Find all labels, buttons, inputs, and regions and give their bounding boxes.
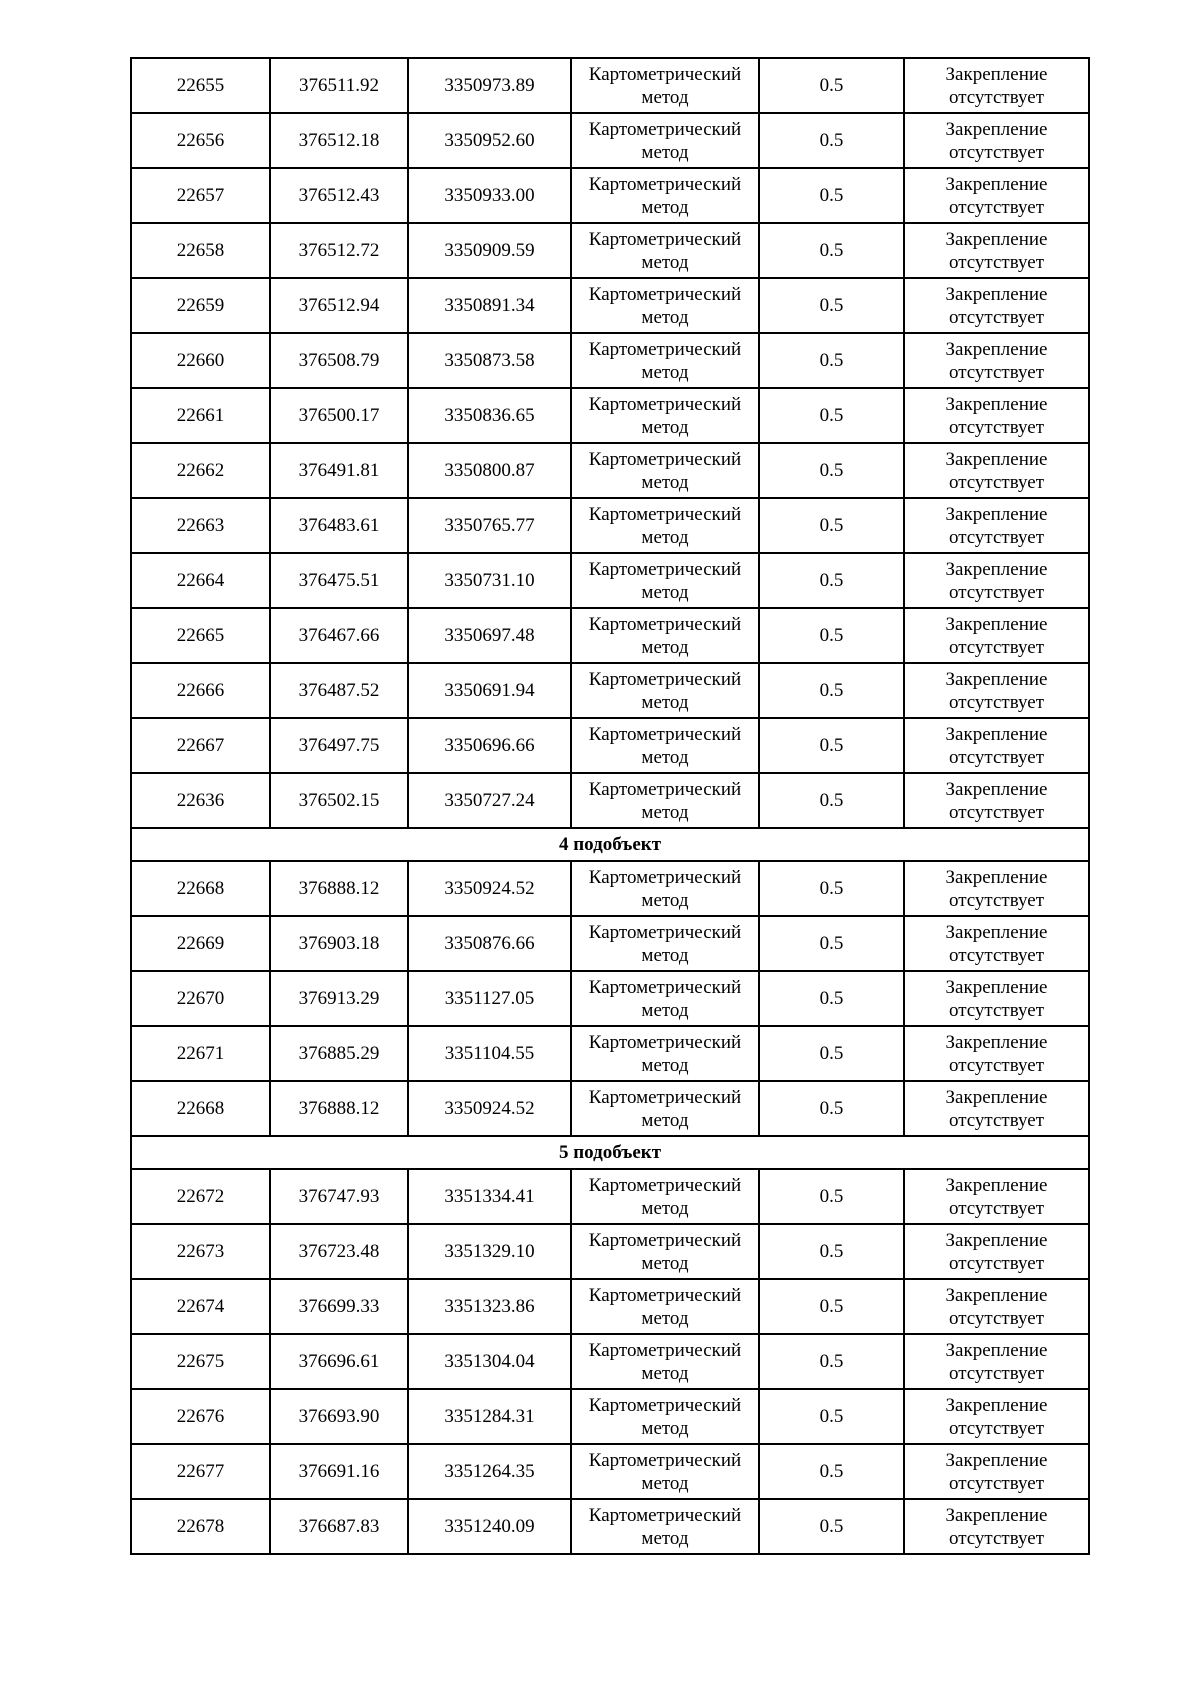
fixing-cell (904, 388, 1089, 443)
point-number-cell: 22665 (131, 608, 270, 663)
fixing-text-line: отсутствует (948, 1527, 1045, 1549)
accuracy-cell: 0.5 (759, 553, 904, 608)
table-row (131, 58, 1089, 113)
accuracy-cell: 0.5 (759, 388, 904, 443)
fixing-text-line: отсутствует (948, 196, 1045, 218)
table-row (131, 1279, 1089, 1334)
coordinates-page (130, 57, 1088, 1555)
accuracy-cell: 0.5 (759, 443, 904, 498)
point-number-cell: 22668 (131, 861, 270, 916)
method-text-line: Картометрический (588, 63, 742, 85)
accuracy-cell: 0.5 (759, 1279, 904, 1334)
x-coordinate-cell: 376888.12 (270, 1081, 408, 1136)
method-text-line: Картометрический (588, 976, 742, 998)
method-text-line: метод (641, 1417, 689, 1439)
method-cell (571, 1334, 759, 1389)
x-coordinate-cell: 376691.16 (270, 1444, 408, 1499)
method-cell (571, 1499, 759, 1554)
fixing-text-line: Закрепление (945, 283, 1048, 305)
method-text-line: Картометрический (588, 866, 742, 888)
fixing-text-line: Закрепление (945, 503, 1048, 525)
table-row (131, 1026, 1089, 1081)
subobject-title: 4 подобъект (131, 828, 1089, 861)
method-text-line: метод (641, 801, 689, 823)
point-number-cell: 22661 (131, 388, 270, 443)
method-text-line: Картометрический (588, 393, 742, 415)
method-text-line: Картометрический (588, 1339, 742, 1361)
fixing-text-line: отсутствует (948, 416, 1045, 438)
accuracy-cell: 0.5 (759, 1169, 904, 1224)
accuracy-cell: 0.5 (759, 608, 904, 663)
point-number-cell: 22666 (131, 663, 270, 718)
point-number-cell: 22658 (131, 223, 270, 278)
x-coordinate-cell: 376512.18 (270, 113, 408, 168)
table-row (131, 1444, 1089, 1499)
fixing-cell (904, 168, 1089, 223)
point-number-cell: 22668 (131, 1081, 270, 1136)
method-text-line: Картометрический (588, 1449, 742, 1471)
method-text-line: метод (641, 1197, 689, 1219)
accuracy-cell: 0.5 (759, 278, 904, 333)
table-row (131, 1224, 1089, 1279)
table-row (131, 1081, 1089, 1136)
method-text-line: метод (641, 251, 689, 273)
method-text-line: метод (641, 746, 689, 768)
subobject-header-row (131, 828, 1089, 861)
method-text-line: Картометрический (588, 723, 742, 745)
method-text-line: метод (641, 1109, 689, 1131)
fixing-cell (904, 1334, 1089, 1389)
fixing-cell (904, 1444, 1089, 1499)
fixing-cell (904, 1081, 1089, 1136)
method-cell (571, 916, 759, 971)
table-row (131, 1499, 1089, 1554)
method-text-line: Картометрический (588, 118, 742, 140)
y-coordinate-cell: 3351334.41 (408, 1169, 571, 1224)
y-coordinate-cell: 3350697.48 (408, 608, 571, 663)
x-coordinate-cell: 376491.81 (270, 443, 408, 498)
point-number-cell: 22659 (131, 278, 270, 333)
x-coordinate-cell: 376512.43 (270, 168, 408, 223)
fixing-cell (904, 1389, 1089, 1444)
method-text-line: метод (641, 1252, 689, 1274)
y-coordinate-cell: 3350765.77 (408, 498, 571, 553)
fixing-cell (904, 223, 1089, 278)
y-coordinate-cell: 3351329.10 (408, 1224, 571, 1279)
fixing-text-line: отсутствует (948, 999, 1045, 1021)
fixing-cell (904, 773, 1089, 828)
method-text-line: метод (641, 944, 689, 966)
fixing-text-line: Закрепление (945, 63, 1048, 85)
method-text-line: Картометрический (588, 448, 742, 470)
fixing-cell (904, 1499, 1089, 1554)
method-cell (571, 718, 759, 773)
method-text-line: метод (641, 416, 689, 438)
method-text-line: Картометрический (588, 1174, 742, 1196)
table-row (131, 608, 1089, 663)
fixing-cell (904, 443, 1089, 498)
point-number-cell: 22670 (131, 971, 270, 1026)
fixing-text-line: отсутствует (948, 1307, 1045, 1329)
method-text-line: метод (641, 196, 689, 218)
method-text-line: метод (641, 1527, 689, 1549)
subobject-title: 5 подобъект (131, 1136, 1089, 1169)
x-coordinate-cell: 376888.12 (270, 861, 408, 916)
point-number-cell: 22656 (131, 113, 270, 168)
point-number-cell: 22678 (131, 1499, 270, 1554)
accuracy-cell: 0.5 (759, 1499, 904, 1554)
fixing-text-line: Закрепление (945, 393, 1048, 415)
fixing-cell (904, 498, 1089, 553)
y-coordinate-cell: 3350836.65 (408, 388, 571, 443)
fixing-text-line: отсутствует (948, 1109, 1045, 1131)
y-coordinate-cell: 3350909.59 (408, 223, 571, 278)
table-row (131, 971, 1089, 1026)
method-text-line: Картометрический (588, 228, 742, 250)
x-coordinate-cell: 376502.15 (270, 773, 408, 828)
x-coordinate-cell: 376487.52 (270, 663, 408, 718)
method-cell (571, 1224, 759, 1279)
method-cell (571, 663, 759, 718)
fixing-text-line: Закрепление (945, 1086, 1048, 1108)
y-coordinate-cell: 3351284.31 (408, 1389, 571, 1444)
x-coordinate-cell: 376913.29 (270, 971, 408, 1026)
fixing-text-line: Закрепление (945, 613, 1048, 635)
fixing-cell (904, 663, 1089, 718)
point-number-cell: 22657 (131, 168, 270, 223)
method-cell (571, 1026, 759, 1081)
method-cell (571, 1444, 759, 1499)
method-text-line: Картометрический (588, 503, 742, 525)
fixing-text-line: Закрепление (945, 448, 1048, 470)
accuracy-cell: 0.5 (759, 333, 904, 388)
fixing-cell (904, 553, 1089, 608)
method-text-line: Картометрический (588, 338, 742, 360)
method-cell (571, 553, 759, 608)
point-number-cell: 22663 (131, 498, 270, 553)
method-text-line: Картометрический (588, 1284, 742, 1306)
method-cell (571, 388, 759, 443)
point-number-cell: 22664 (131, 553, 270, 608)
fixing-text-line: отсутствует (948, 944, 1045, 966)
table-row (131, 1169, 1089, 1224)
y-coordinate-cell: 3350924.52 (408, 861, 571, 916)
fixing-text-line: отсутствует (948, 251, 1045, 273)
fixing-text-line: отсутствует (948, 471, 1045, 493)
method-text-line: метод (641, 581, 689, 603)
accuracy-cell: 0.5 (759, 1334, 904, 1389)
accuracy-cell: 0.5 (759, 1081, 904, 1136)
fixing-text-line: отсутствует (948, 1054, 1045, 1076)
method-text-line: метод (641, 471, 689, 493)
accuracy-cell: 0.5 (759, 1224, 904, 1279)
table-row (131, 443, 1089, 498)
method-text-line: Картометрический (588, 668, 742, 690)
fixing-text-line: отсутствует (948, 636, 1045, 658)
table-row (131, 861, 1089, 916)
fixing-text-line: Закрепление (945, 723, 1048, 745)
coordinates-table-body (131, 58, 1089, 1554)
fixing-text-line: отсутствует (948, 801, 1045, 823)
method-text-line: Картометрический (588, 558, 742, 580)
point-number-cell: 22674 (131, 1279, 270, 1334)
method-cell (571, 1389, 759, 1444)
x-coordinate-cell: 376467.66 (270, 608, 408, 663)
method-text-line: Картометрический (588, 1229, 742, 1251)
method-text-line: метод (641, 86, 689, 108)
y-coordinate-cell: 3350731.10 (408, 553, 571, 608)
y-coordinate-cell: 3350876.66 (408, 916, 571, 971)
y-coordinate-cell: 3350891.34 (408, 278, 571, 333)
fixing-text-line: Закрепление (945, 338, 1048, 360)
fixing-text-line: отсутствует (948, 1362, 1045, 1384)
point-number-cell: 22669 (131, 916, 270, 971)
method-cell (571, 861, 759, 916)
method-text-line: метод (641, 1472, 689, 1494)
table-row (131, 333, 1089, 388)
fixing-text-line: Закрепление (945, 976, 1048, 998)
method-text-line: Картометрический (588, 778, 742, 800)
y-coordinate-cell: 3350924.52 (408, 1081, 571, 1136)
method-cell (571, 773, 759, 828)
x-coordinate-cell: 376512.72 (270, 223, 408, 278)
table-row (131, 1334, 1089, 1389)
x-coordinate-cell: 376508.79 (270, 333, 408, 388)
y-coordinate-cell: 3351304.04 (408, 1334, 571, 1389)
fixing-text-line: отсутствует (948, 306, 1045, 328)
point-number-cell: 22673 (131, 1224, 270, 1279)
table-row (131, 663, 1089, 718)
method-cell (571, 113, 759, 168)
accuracy-cell: 0.5 (759, 1389, 904, 1444)
x-coordinate-cell: 376699.33 (270, 1279, 408, 1334)
fixing-cell (904, 1224, 1089, 1279)
table-row (131, 278, 1089, 333)
fixing-text-line: отсутствует (948, 361, 1045, 383)
y-coordinate-cell: 3350933.00 (408, 168, 571, 223)
point-number-cell: 22667 (131, 718, 270, 773)
y-coordinate-cell: 3350696.66 (408, 718, 571, 773)
x-coordinate-cell: 376512.94 (270, 278, 408, 333)
point-number-cell: 22636 (131, 773, 270, 828)
y-coordinate-cell: 3351323.86 (408, 1279, 571, 1334)
table-row (131, 498, 1089, 553)
fixing-text-line: отсутствует (948, 1252, 1045, 1274)
method-text-line: метод (641, 141, 689, 163)
accuracy-cell: 0.5 (759, 916, 904, 971)
method-text-line: Картометрический (588, 1394, 742, 1416)
accuracy-cell: 0.5 (759, 223, 904, 278)
fixing-text-line: отсутствует (948, 86, 1045, 108)
point-number-cell: 22671 (131, 1026, 270, 1081)
point-number-cell: 22675 (131, 1334, 270, 1389)
x-coordinate-cell: 376723.48 (270, 1224, 408, 1279)
fixing-cell (904, 718, 1089, 773)
fixing-text-line: отсутствует (948, 1472, 1045, 1494)
y-coordinate-cell: 3350973.89 (408, 58, 571, 113)
fixing-cell (904, 278, 1089, 333)
fixing-cell (904, 916, 1089, 971)
y-coordinate-cell: 3350691.94 (408, 663, 571, 718)
method-cell (571, 971, 759, 1026)
y-coordinate-cell: 3351240.09 (408, 1499, 571, 1554)
fixing-cell (904, 1026, 1089, 1081)
y-coordinate-cell: 3350727.24 (408, 773, 571, 828)
x-coordinate-cell: 376885.29 (270, 1026, 408, 1081)
fixing-text-line: Закрепление (945, 1339, 1048, 1361)
method-text-line: метод (641, 691, 689, 713)
fixing-text-line: Закрепление (945, 228, 1048, 250)
method-text-line: Картометрический (588, 1031, 742, 1053)
method-text-line: метод (641, 636, 689, 658)
fixing-text-line: Закрепление (945, 1504, 1048, 1526)
method-text-line: метод (641, 1362, 689, 1384)
table-row (131, 1389, 1089, 1444)
fixing-cell (904, 971, 1089, 1026)
y-coordinate-cell: 3351127.05 (408, 971, 571, 1026)
point-number-cell: 22677 (131, 1444, 270, 1499)
x-coordinate-cell: 376687.83 (270, 1499, 408, 1554)
method-text-line: метод (641, 999, 689, 1021)
point-number-cell: 22672 (131, 1169, 270, 1224)
accuracy-cell: 0.5 (759, 168, 904, 223)
point-number-cell: 22676 (131, 1389, 270, 1444)
table-row (131, 113, 1089, 168)
table-row (131, 718, 1089, 773)
fixing-text-line: отсутствует (948, 141, 1045, 163)
fixing-cell (904, 333, 1089, 388)
x-coordinate-cell: 376500.17 (270, 388, 408, 443)
table-row (131, 773, 1089, 828)
fixing-text-line: Закрепление (945, 1284, 1048, 1306)
method-cell (571, 498, 759, 553)
fixing-cell (904, 1279, 1089, 1334)
accuracy-cell: 0.5 (759, 663, 904, 718)
method-cell (571, 223, 759, 278)
accuracy-cell: 0.5 (759, 1444, 904, 1499)
table-row (131, 553, 1089, 608)
method-text-line: метод (641, 306, 689, 328)
fixing-cell (904, 608, 1089, 663)
method-text-line: метод (641, 1054, 689, 1076)
x-coordinate-cell: 376903.18 (270, 916, 408, 971)
x-coordinate-cell: 376693.90 (270, 1389, 408, 1444)
y-coordinate-cell: 3350952.60 (408, 113, 571, 168)
method-text-line: метод (641, 361, 689, 383)
fixing-text-line: отсутствует (948, 746, 1045, 768)
table-row (131, 388, 1089, 443)
method-cell (571, 1081, 759, 1136)
method-text-line: метод (641, 526, 689, 548)
method-text-line: Картометрический (588, 1504, 742, 1526)
fixing-text-line: Закрепление (945, 1449, 1048, 1471)
method-cell (571, 1279, 759, 1334)
fixing-text-line: отсутствует (948, 526, 1045, 548)
y-coordinate-cell: 3351264.35 (408, 1444, 571, 1499)
fixing-text-line: отсутствует (948, 581, 1045, 603)
fixing-text-line: Закрепление (945, 866, 1048, 888)
method-cell (571, 58, 759, 113)
method-text-line: метод (641, 889, 689, 911)
method-cell (571, 1169, 759, 1224)
method-text-line: Картометрический (588, 283, 742, 305)
method-cell (571, 608, 759, 663)
fixing-text-line: отсутствует (948, 691, 1045, 713)
accuracy-cell: 0.5 (759, 718, 904, 773)
fixing-text-line: Закрепление (945, 1174, 1048, 1196)
method-cell (571, 278, 759, 333)
fixing-text-line: Закрепление (945, 778, 1048, 800)
fixing-text-line: Закрепление (945, 118, 1048, 140)
fixing-cell (904, 861, 1089, 916)
fixing-text-line: отсутствует (948, 889, 1045, 911)
fixing-text-line: Закрепление (945, 558, 1048, 580)
fixing-text-line: Закрепление (945, 1394, 1048, 1416)
method-cell (571, 168, 759, 223)
x-coordinate-cell: 376475.51 (270, 553, 408, 608)
accuracy-cell: 0.5 (759, 498, 904, 553)
method-text-line: Картометрический (588, 613, 742, 635)
fixing-text-line: Закрепление (945, 668, 1048, 690)
x-coordinate-cell: 376483.61 (270, 498, 408, 553)
accuracy-cell: 0.5 (759, 971, 904, 1026)
accuracy-cell: 0.5 (759, 773, 904, 828)
accuracy-cell: 0.5 (759, 58, 904, 113)
point-number-cell: 22662 (131, 443, 270, 498)
method-text-line: метод (641, 1307, 689, 1329)
method-text-line: Картометрический (588, 921, 742, 943)
accuracy-cell: 0.5 (759, 1026, 904, 1081)
method-cell (571, 333, 759, 388)
x-coordinate-cell: 376696.61 (270, 1334, 408, 1389)
table-row (131, 916, 1089, 971)
coordinates-table (130, 57, 1090, 1555)
table-row (131, 223, 1089, 278)
accuracy-cell: 0.5 (759, 113, 904, 168)
table-row (131, 168, 1089, 223)
fixing-text-line: отсутствует (948, 1417, 1045, 1439)
method-text-line: Картометрический (588, 173, 742, 195)
y-coordinate-cell: 3350873.58 (408, 333, 571, 388)
fixing-cell (904, 113, 1089, 168)
y-coordinate-cell: 3350800.87 (408, 443, 571, 498)
fixing-text-line: Закрепление (945, 173, 1048, 195)
fixing-cell (904, 58, 1089, 113)
fixing-text-line: Закрепление (945, 1229, 1048, 1251)
fixing-text-line: Закрепление (945, 921, 1048, 943)
fixing-cell (904, 1169, 1089, 1224)
y-coordinate-cell: 3351104.55 (408, 1026, 571, 1081)
x-coordinate-cell: 376747.93 (270, 1169, 408, 1224)
point-number-cell: 22660 (131, 333, 270, 388)
subobject-header-row (131, 1136, 1089, 1169)
method-cell (571, 443, 759, 498)
x-coordinate-cell: 376497.75 (270, 718, 408, 773)
method-text-line: Картометрический (588, 1086, 742, 1108)
accuracy-cell: 0.5 (759, 861, 904, 916)
fixing-text-line: отсутствует (948, 1197, 1045, 1219)
fixing-text-line: Закрепление (945, 1031, 1048, 1053)
point-number-cell: 22655 (131, 58, 270, 113)
x-coordinate-cell: 376511.92 (270, 58, 408, 113)
